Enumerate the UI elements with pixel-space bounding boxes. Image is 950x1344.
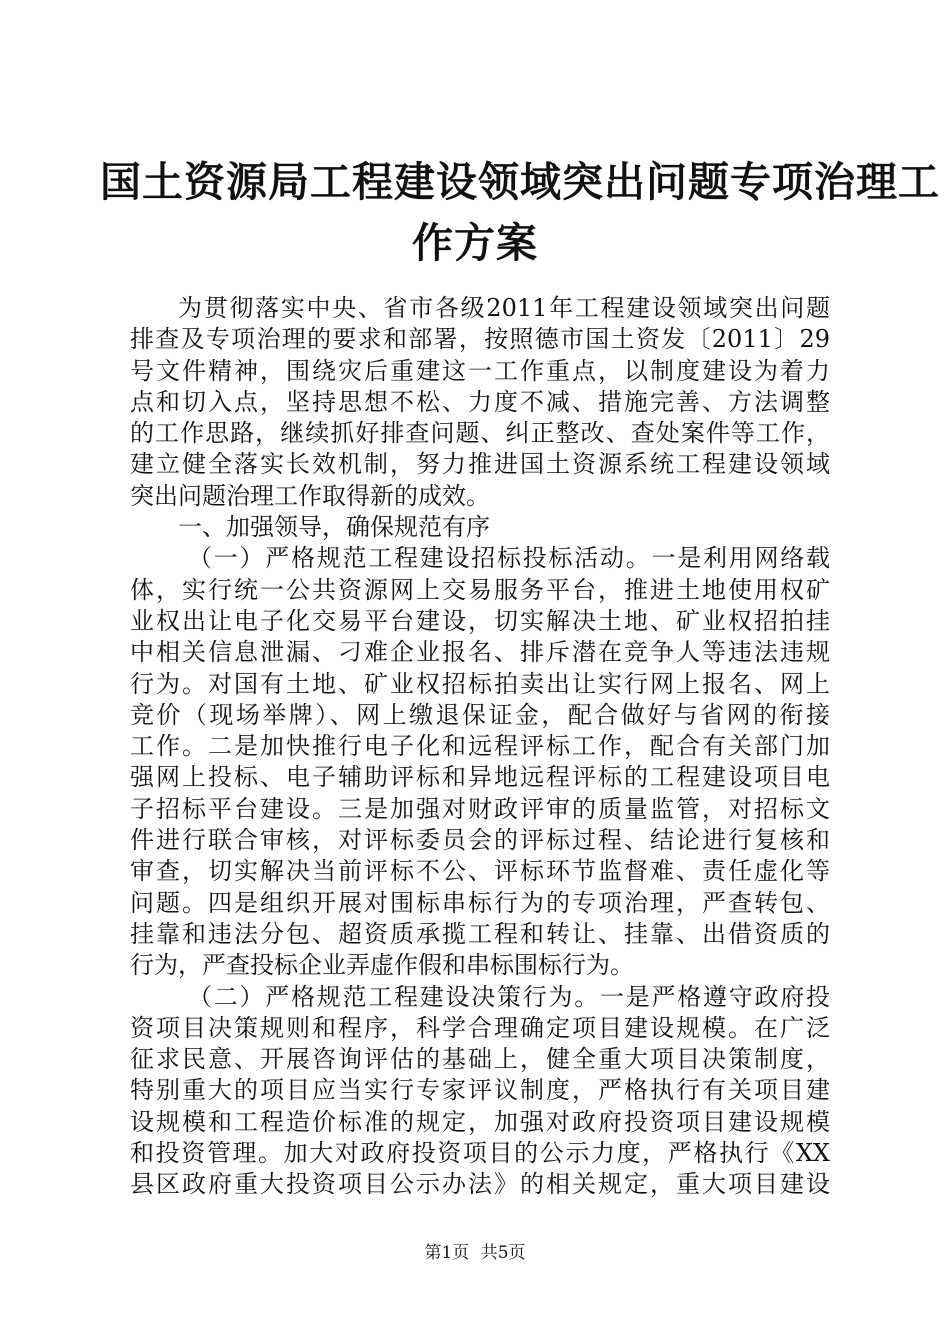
- body-line: 建立健全落实长效机制，努力推进国土资源系统工程建设领域: [130, 450, 830, 479]
- body-line: 号文件精神，围绕灾后重建这一工作重点，以制度建设为着力: [130, 356, 830, 385]
- page-total: 共5页: [480, 1243, 526, 1263]
- body-line: 子招标平台建设。三是加强对财政评审的质量监管，对招标文: [130, 794, 830, 823]
- page-footer: [0, 1242, 950, 1264]
- section-heading: 一、加强领导，确保规范有序: [178, 513, 490, 542]
- body-line: 征求民意、开展咨询评估的基础上，健全重大项目决策制度，: [130, 1045, 830, 1074]
- body-line: 中相关信息泄漏、刁难企业报名、排斥潜在竞争人等违法违规: [130, 638, 830, 667]
- body-line: 竞价（现场举牌）、网上缴退保证金，配合做好与省网的衔接: [130, 700, 830, 729]
- body-line: 体，实行统一公共资源网上交易服务平台，推进土地使用权矿: [130, 575, 830, 604]
- document-body: [130, 293, 830, 1201]
- body-line: 的工作思路，继续抓好排查问题、纠正整改、查处案件等工作，: [130, 419, 830, 448]
- body-line: 设规模和工程造价标准的规定，加强对政府投资项目建设规模: [130, 1107, 830, 1136]
- page-number: 第1页: [424, 1243, 470, 1263]
- body-line: 问题。四是组织开展对围标串标行为的专项治理，严查转包、: [130, 888, 830, 917]
- body-line: （一）严格规范工程建设招标投标活动。一是利用网络载: [188, 544, 830, 573]
- body-line: 工作。二是加快推行电子化和远程评标工作，配合有关部门加: [130, 732, 830, 761]
- body-line: 件进行联合审核，对评标委员会的评标过程、结论进行复核和: [130, 826, 830, 855]
- body-line: 突出问题治理工作取得新的成效。: [130, 481, 490, 510]
- body-line: 点和切入点，坚持思想不松、力度不减、措施完善、方法调整: [130, 387, 830, 416]
- body-line: 业权出让电子化交易平台建设，切实解决土地、矿业权招拍挂: [130, 606, 830, 635]
- document-title-line-1: 国土资源局工程建设领域突出问题专项治理工: [100, 158, 940, 206]
- body-line: 行为，严查投标企业弄虚作假和串标围标行为。: [130, 951, 634, 980]
- body-line: 审查，切实解决当前评标不公、评标环节监督难、责任虚化等: [130, 857, 830, 886]
- body-line: 排查及专项治理的要求和部署，按照德市国土资发〔2011〕29: [130, 325, 830, 354]
- body-line: 挂靠和违法分包、超资质承揽工程和转让、挂靠、出借资质的: [130, 919, 830, 948]
- body-line: 强网上投标、电子辅助评标和异地远程评标的工程建设项目电: [130, 763, 830, 792]
- body-line: （二）严格规范工程建设决策行为。一是严格遵守政府投: [188, 982, 830, 1011]
- body-line: 和投资管理。加大对政府投资项目的公示力度，严格执行《XX: [130, 1139, 830, 1168]
- body-line: 为贯彻落实中央、省市各级2011年工程建设领域突出问题: [178, 294, 830, 322]
- body-line: 县区政府重大投资项目公示办法》的相关规定，重大项目建设: [130, 1170, 830, 1199]
- body-line: 特别重大的项目应当实行专家评议制度，严格执行有关项目建: [130, 1076, 830, 1105]
- document-title-line-2: 作方案: [412, 219, 538, 267]
- body-line: 行为。对国有土地、矿业权招标拍卖出让实行网上报名、网上: [130, 669, 830, 698]
- body-line: 资项目决策规则和程序，科学合理确定项目建设规模。在广泛: [130, 1013, 830, 1042]
